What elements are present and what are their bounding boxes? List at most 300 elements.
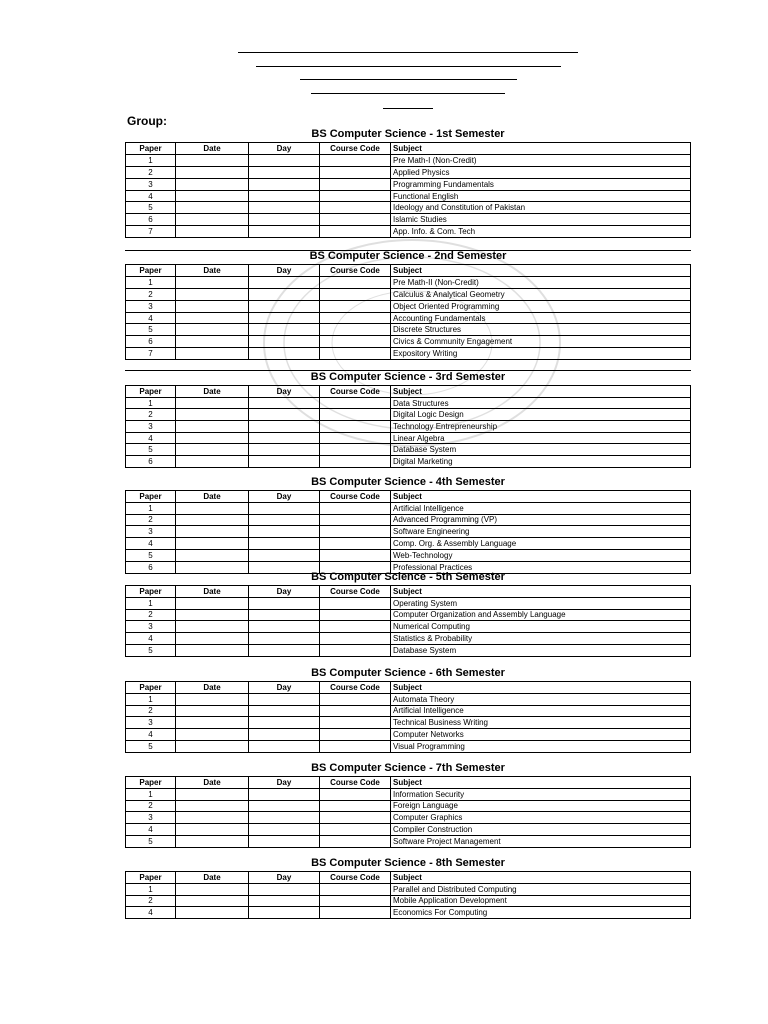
cell-paper: 2 xyxy=(126,514,176,526)
cell-subject: Data Structures xyxy=(391,397,691,409)
column-header-date: Date xyxy=(176,386,249,398)
column-header-code: Course Code xyxy=(320,491,391,503)
table-header-row xyxy=(126,777,691,789)
cell-date xyxy=(176,288,249,300)
column-header-date: Date xyxy=(176,265,249,277)
cell-date xyxy=(176,456,249,468)
cell-paper: 6 xyxy=(126,336,176,348)
semester-title: BS Computer Science - 8th Semester xyxy=(311,857,505,869)
cell-date xyxy=(176,633,249,645)
table-row xyxy=(126,895,691,907)
cell-day xyxy=(249,409,320,421)
table-row xyxy=(126,824,691,836)
cell-code xyxy=(320,397,391,409)
cell-paper: 2 xyxy=(126,288,176,300)
cell-day xyxy=(249,300,320,312)
cell-day xyxy=(249,397,320,409)
cell-date xyxy=(176,644,249,656)
cell-code xyxy=(320,693,391,705)
table-row xyxy=(126,644,691,656)
table-row xyxy=(126,397,691,409)
cell-paper: 1 xyxy=(126,883,176,895)
cell-date xyxy=(176,432,249,444)
cell-day xyxy=(249,644,320,656)
cell-paper: 3 xyxy=(126,526,176,538)
header-rule-3 xyxy=(300,79,517,80)
cell-paper: 1 xyxy=(126,693,176,705)
cell-subject: Functional English xyxy=(391,190,691,202)
table-row xyxy=(126,812,691,824)
cell-paper: 4 xyxy=(126,729,176,741)
cell-day xyxy=(249,549,320,561)
table-row xyxy=(126,421,691,433)
cell-subject: Numerical Computing xyxy=(391,621,691,633)
column-header-code: Course Code xyxy=(320,386,391,398)
cell-day xyxy=(249,717,320,729)
cell-day xyxy=(249,312,320,324)
header-rule-2 xyxy=(256,66,561,67)
cell-subject: Compiler Construction xyxy=(391,824,691,836)
cell-date xyxy=(176,514,249,526)
cell-code xyxy=(320,824,391,836)
column-header-paper: Paper xyxy=(126,682,176,694)
table-row xyxy=(126,226,691,238)
cell-day xyxy=(249,502,320,514)
semester-table xyxy=(125,490,691,574)
cell-code xyxy=(320,276,391,288)
cell-date xyxy=(176,444,249,456)
column-header-day: Day xyxy=(249,265,320,277)
cell-date xyxy=(176,421,249,433)
column-header-date: Date xyxy=(176,143,249,155)
cell-date xyxy=(176,502,249,514)
table-row xyxy=(126,705,691,717)
column-header-subject: Subject xyxy=(391,491,691,503)
cell-code xyxy=(320,166,391,178)
cell-code xyxy=(320,432,391,444)
cell-day xyxy=(249,514,320,526)
cell-paper: 4 xyxy=(126,190,176,202)
cell-date xyxy=(176,312,249,324)
semester-title: BS Computer Science - 7th Semester xyxy=(311,762,505,774)
cell-paper: 2 xyxy=(126,895,176,907)
cell-code xyxy=(320,812,391,824)
cell-date xyxy=(176,324,249,336)
cell-paper: 3 xyxy=(126,421,176,433)
table-header-row xyxy=(126,265,691,277)
cell-subject: Discrete Structures xyxy=(391,324,691,336)
cell-day xyxy=(249,432,320,444)
semester-title: BS Computer Science - 2nd Semester xyxy=(309,250,507,262)
cell-paper: 2 xyxy=(126,409,176,421)
cell-code xyxy=(320,190,391,202)
cell-paper: 3 xyxy=(126,178,176,190)
column-header-paper: Paper xyxy=(126,265,176,277)
column-header-subject: Subject xyxy=(391,143,691,155)
table-row xyxy=(126,800,691,812)
cell-date xyxy=(176,538,249,550)
column-header-subject: Subject xyxy=(391,682,691,694)
cell-paper: 2 xyxy=(126,800,176,812)
cell-code xyxy=(320,300,391,312)
cell-date xyxy=(176,740,249,752)
cell-code xyxy=(320,907,391,919)
table-row xyxy=(126,514,691,526)
cell-paper: 5 xyxy=(126,549,176,561)
cell-date xyxy=(176,397,249,409)
cell-day xyxy=(249,166,320,178)
table-row xyxy=(126,717,691,729)
cell-date xyxy=(176,621,249,633)
cell-date xyxy=(176,705,249,717)
cell-code xyxy=(320,444,391,456)
table-row xyxy=(126,835,691,847)
cell-day xyxy=(249,621,320,633)
cell-date xyxy=(176,895,249,907)
table-row xyxy=(126,693,691,705)
cell-subject: Software Engineering xyxy=(391,526,691,538)
cell-day xyxy=(249,226,320,238)
column-header-paper: Paper xyxy=(126,491,176,503)
cell-code xyxy=(320,729,391,741)
semester-table xyxy=(125,871,691,919)
cell-paper: 5 xyxy=(126,324,176,336)
cell-code xyxy=(320,538,391,550)
semester-title: BS Computer Science - 1st Semester xyxy=(311,128,505,140)
cell-subject: Automata Theory xyxy=(391,693,691,705)
cell-day xyxy=(249,907,320,919)
column-header-paper: Paper xyxy=(126,872,176,884)
cell-date xyxy=(176,214,249,226)
cell-subject: Programming Fundamentals xyxy=(391,178,691,190)
semester-title: BS Computer Science - 4th Semester xyxy=(311,476,505,488)
cell-code xyxy=(320,788,391,800)
cell-day xyxy=(249,336,320,348)
cell-paper: 6 xyxy=(126,561,176,573)
column-header-date: Date xyxy=(176,586,249,598)
cell-date xyxy=(176,883,249,895)
column-header-date: Date xyxy=(176,777,249,789)
cell-code xyxy=(320,502,391,514)
semester-title: BS Computer Science - 6th Semester xyxy=(311,667,505,679)
cell-subject: Expository Writing xyxy=(391,348,691,360)
table-row xyxy=(126,312,691,324)
cell-day xyxy=(249,178,320,190)
semester-table xyxy=(125,585,691,657)
table-row xyxy=(126,276,691,288)
cell-paper: 5 xyxy=(126,202,176,214)
semester-table xyxy=(125,142,691,238)
cell-subject: Artificial Intelligence xyxy=(391,502,691,514)
table-row xyxy=(126,621,691,633)
table-row xyxy=(126,409,691,421)
cell-paper: 2 xyxy=(126,609,176,621)
table-row xyxy=(126,214,691,226)
cell-date xyxy=(176,717,249,729)
cell-paper: 7 xyxy=(126,226,176,238)
cell-subject: Database System xyxy=(391,644,691,656)
cell-subject: Mobile Application Development xyxy=(391,895,691,907)
cell-day xyxy=(249,609,320,621)
header-rule-1 xyxy=(238,52,578,53)
cell-day xyxy=(249,214,320,226)
table-row xyxy=(126,166,691,178)
table-row xyxy=(126,907,691,919)
cell-paper: 7 xyxy=(126,348,176,360)
cell-paper: 4 xyxy=(126,312,176,324)
cell-date xyxy=(176,348,249,360)
cell-date xyxy=(176,526,249,538)
cell-day xyxy=(249,276,320,288)
table-row xyxy=(126,432,691,444)
table-row xyxy=(126,502,691,514)
cell-day xyxy=(249,421,320,433)
cell-code xyxy=(320,348,391,360)
cell-day xyxy=(249,800,320,812)
cell-paper: 5 xyxy=(126,444,176,456)
cell-subject: Pre Math-II (Non-Credit) xyxy=(391,276,691,288)
cell-subject: Digital Logic Design xyxy=(391,409,691,421)
column-header-day: Day xyxy=(249,872,320,884)
column-header-subject: Subject xyxy=(391,386,691,398)
column-header-day: Day xyxy=(249,143,320,155)
cell-paper: 2 xyxy=(126,705,176,717)
cell-paper: 3 xyxy=(126,717,176,729)
cell-paper: 6 xyxy=(126,456,176,468)
cell-date xyxy=(176,549,249,561)
cell-code xyxy=(320,324,391,336)
cell-code xyxy=(320,409,391,421)
cell-code xyxy=(320,456,391,468)
cell-code xyxy=(320,895,391,907)
cell-date xyxy=(176,226,249,238)
section-separator xyxy=(125,250,691,251)
table-row xyxy=(126,348,691,360)
cell-day xyxy=(249,202,320,214)
cell-paper: 5 xyxy=(126,835,176,847)
column-header-date: Date xyxy=(176,682,249,694)
semester-table xyxy=(125,776,691,848)
cell-subject: Accounting Fundamentals xyxy=(391,312,691,324)
cell-paper: 1 xyxy=(126,276,176,288)
cell-date xyxy=(176,190,249,202)
cell-date xyxy=(176,202,249,214)
cell-date xyxy=(176,693,249,705)
table-header-row xyxy=(126,143,691,155)
column-header-code: Course Code xyxy=(320,265,391,277)
cell-date xyxy=(176,597,249,609)
cell-subject: Calculus & Analytical Geometry xyxy=(391,288,691,300)
column-header-day: Day xyxy=(249,777,320,789)
cell-code xyxy=(320,178,391,190)
cell-subject: Web-Technology xyxy=(391,549,691,561)
cell-code xyxy=(320,154,391,166)
cell-code xyxy=(320,214,391,226)
cell-date xyxy=(176,835,249,847)
column-header-subject: Subject xyxy=(391,265,691,277)
cell-paper: 1 xyxy=(126,597,176,609)
cell-subject: Parallel and Distributed Computing xyxy=(391,883,691,895)
column-header-subject: Subject xyxy=(391,586,691,598)
column-header-code: Course Code xyxy=(320,143,391,155)
cell-day xyxy=(249,190,320,202)
cell-code xyxy=(320,705,391,717)
column-header-code: Course Code xyxy=(320,872,391,884)
cell-day xyxy=(249,812,320,824)
semester-title: BS Computer Science - 5th Semester xyxy=(311,571,505,583)
cell-code xyxy=(320,514,391,526)
cell-paper: 4 xyxy=(126,538,176,550)
cell-code xyxy=(320,312,391,324)
cell-subject: Technical Business Writing xyxy=(391,717,691,729)
cell-subject: Database System xyxy=(391,444,691,456)
cell-day xyxy=(249,729,320,741)
cell-paper: 1 xyxy=(126,154,176,166)
cell-subject: Comp. Org. & Assembly Language xyxy=(391,538,691,550)
table-row xyxy=(126,444,691,456)
cell-subject: Software Project Management xyxy=(391,835,691,847)
cell-day xyxy=(249,288,320,300)
cell-paper: 1 xyxy=(126,397,176,409)
table-row xyxy=(126,538,691,550)
cell-day xyxy=(249,895,320,907)
cell-date xyxy=(176,812,249,824)
table-row xyxy=(126,883,691,895)
semester-table xyxy=(125,681,691,753)
cell-date xyxy=(176,276,249,288)
column-header-day: Day xyxy=(249,491,320,503)
cell-code xyxy=(320,644,391,656)
cell-date xyxy=(176,178,249,190)
cell-date xyxy=(176,729,249,741)
table-header-row xyxy=(126,682,691,694)
table-row xyxy=(126,740,691,752)
table-row xyxy=(126,300,691,312)
column-header-code: Course Code xyxy=(320,586,391,598)
table-row xyxy=(126,154,691,166)
cell-paper: 1 xyxy=(126,788,176,800)
cell-date xyxy=(176,800,249,812)
cell-day xyxy=(249,348,320,360)
cell-code xyxy=(320,549,391,561)
table-row xyxy=(126,633,691,645)
cell-day xyxy=(249,538,320,550)
section-separator xyxy=(125,370,691,371)
cell-subject: Civics & Community Engagement xyxy=(391,336,691,348)
cell-subject: Statistics & Probability xyxy=(391,633,691,645)
cell-date xyxy=(176,788,249,800)
cell-day xyxy=(249,633,320,645)
cell-day xyxy=(249,693,320,705)
cell-date xyxy=(176,824,249,836)
column-header-paper: Paper xyxy=(126,586,176,598)
semester-title: BS Computer Science - 3rd Semester xyxy=(310,371,506,383)
column-header-day: Day xyxy=(249,586,320,598)
cell-code xyxy=(320,421,391,433)
table-header-row xyxy=(126,386,691,398)
cell-day xyxy=(249,324,320,336)
cell-subject: Technology Entrepreneurship xyxy=(391,421,691,433)
cell-subject: Pre Math-I (Non-Credit) xyxy=(391,154,691,166)
cell-subject: Linear Algebra xyxy=(391,432,691,444)
table-row xyxy=(126,178,691,190)
cell-subject: Foreign Language xyxy=(391,800,691,812)
table-header-row xyxy=(126,491,691,503)
cell-code xyxy=(320,597,391,609)
cell-paper: 4 xyxy=(126,432,176,444)
table-header-row xyxy=(126,586,691,598)
cell-code xyxy=(320,835,391,847)
cell-day xyxy=(249,883,320,895)
cell-day xyxy=(249,154,320,166)
cell-date xyxy=(176,609,249,621)
cell-day xyxy=(249,835,320,847)
cell-paper: 1 xyxy=(126,502,176,514)
cell-code xyxy=(320,883,391,895)
cell-day xyxy=(249,526,320,538)
table-row xyxy=(126,190,691,202)
column-header-date: Date xyxy=(176,491,249,503)
cell-subject: Professional Practices xyxy=(391,561,691,573)
cell-paper: 4 xyxy=(126,907,176,919)
cell-subject: Digital Marketing xyxy=(391,456,691,468)
cell-paper: 4 xyxy=(126,633,176,645)
cell-code xyxy=(320,717,391,729)
cell-subject: Islamic Studies xyxy=(391,214,691,226)
cell-subject: Computer Graphics xyxy=(391,812,691,824)
cell-subject: Economics For Computing xyxy=(391,907,691,919)
cell-subject: Ideology and Constitution of Pakistan xyxy=(391,202,691,214)
table-row xyxy=(126,288,691,300)
cell-date xyxy=(176,409,249,421)
cell-paper: 4 xyxy=(126,824,176,836)
column-header-paper: Paper xyxy=(126,386,176,398)
cell-date xyxy=(176,907,249,919)
cell-code xyxy=(320,226,391,238)
table-row xyxy=(126,324,691,336)
cell-paper: 3 xyxy=(126,621,176,633)
cell-code xyxy=(320,526,391,538)
column-header-paper: Paper xyxy=(126,777,176,789)
cell-code xyxy=(320,740,391,752)
cell-paper: 5 xyxy=(126,740,176,752)
cell-subject: Computer Organization and Assembly Language xyxy=(391,609,691,621)
column-header-subject: Subject xyxy=(391,872,691,884)
column-header-paper: Paper xyxy=(126,143,176,155)
cell-day xyxy=(249,824,320,836)
semester-table xyxy=(125,385,691,468)
cell-paper: 5 xyxy=(126,644,176,656)
table-row xyxy=(126,609,691,621)
cell-date xyxy=(176,154,249,166)
cell-code xyxy=(320,800,391,812)
cell-day xyxy=(249,444,320,456)
table-row xyxy=(126,202,691,214)
cell-day xyxy=(249,740,320,752)
cell-day xyxy=(249,705,320,717)
cell-subject: Advanced Programming (VP) xyxy=(391,514,691,526)
group-label: Group: xyxy=(127,114,167,128)
header-rule-5 xyxy=(383,108,433,109)
cell-paper: 6 xyxy=(126,214,176,226)
column-header-code: Course Code xyxy=(320,777,391,789)
cell-day xyxy=(249,597,320,609)
cell-day xyxy=(249,456,320,468)
cell-code xyxy=(320,633,391,645)
cell-code xyxy=(320,202,391,214)
cell-subject: Information Security xyxy=(391,788,691,800)
cell-paper: 2 xyxy=(126,166,176,178)
